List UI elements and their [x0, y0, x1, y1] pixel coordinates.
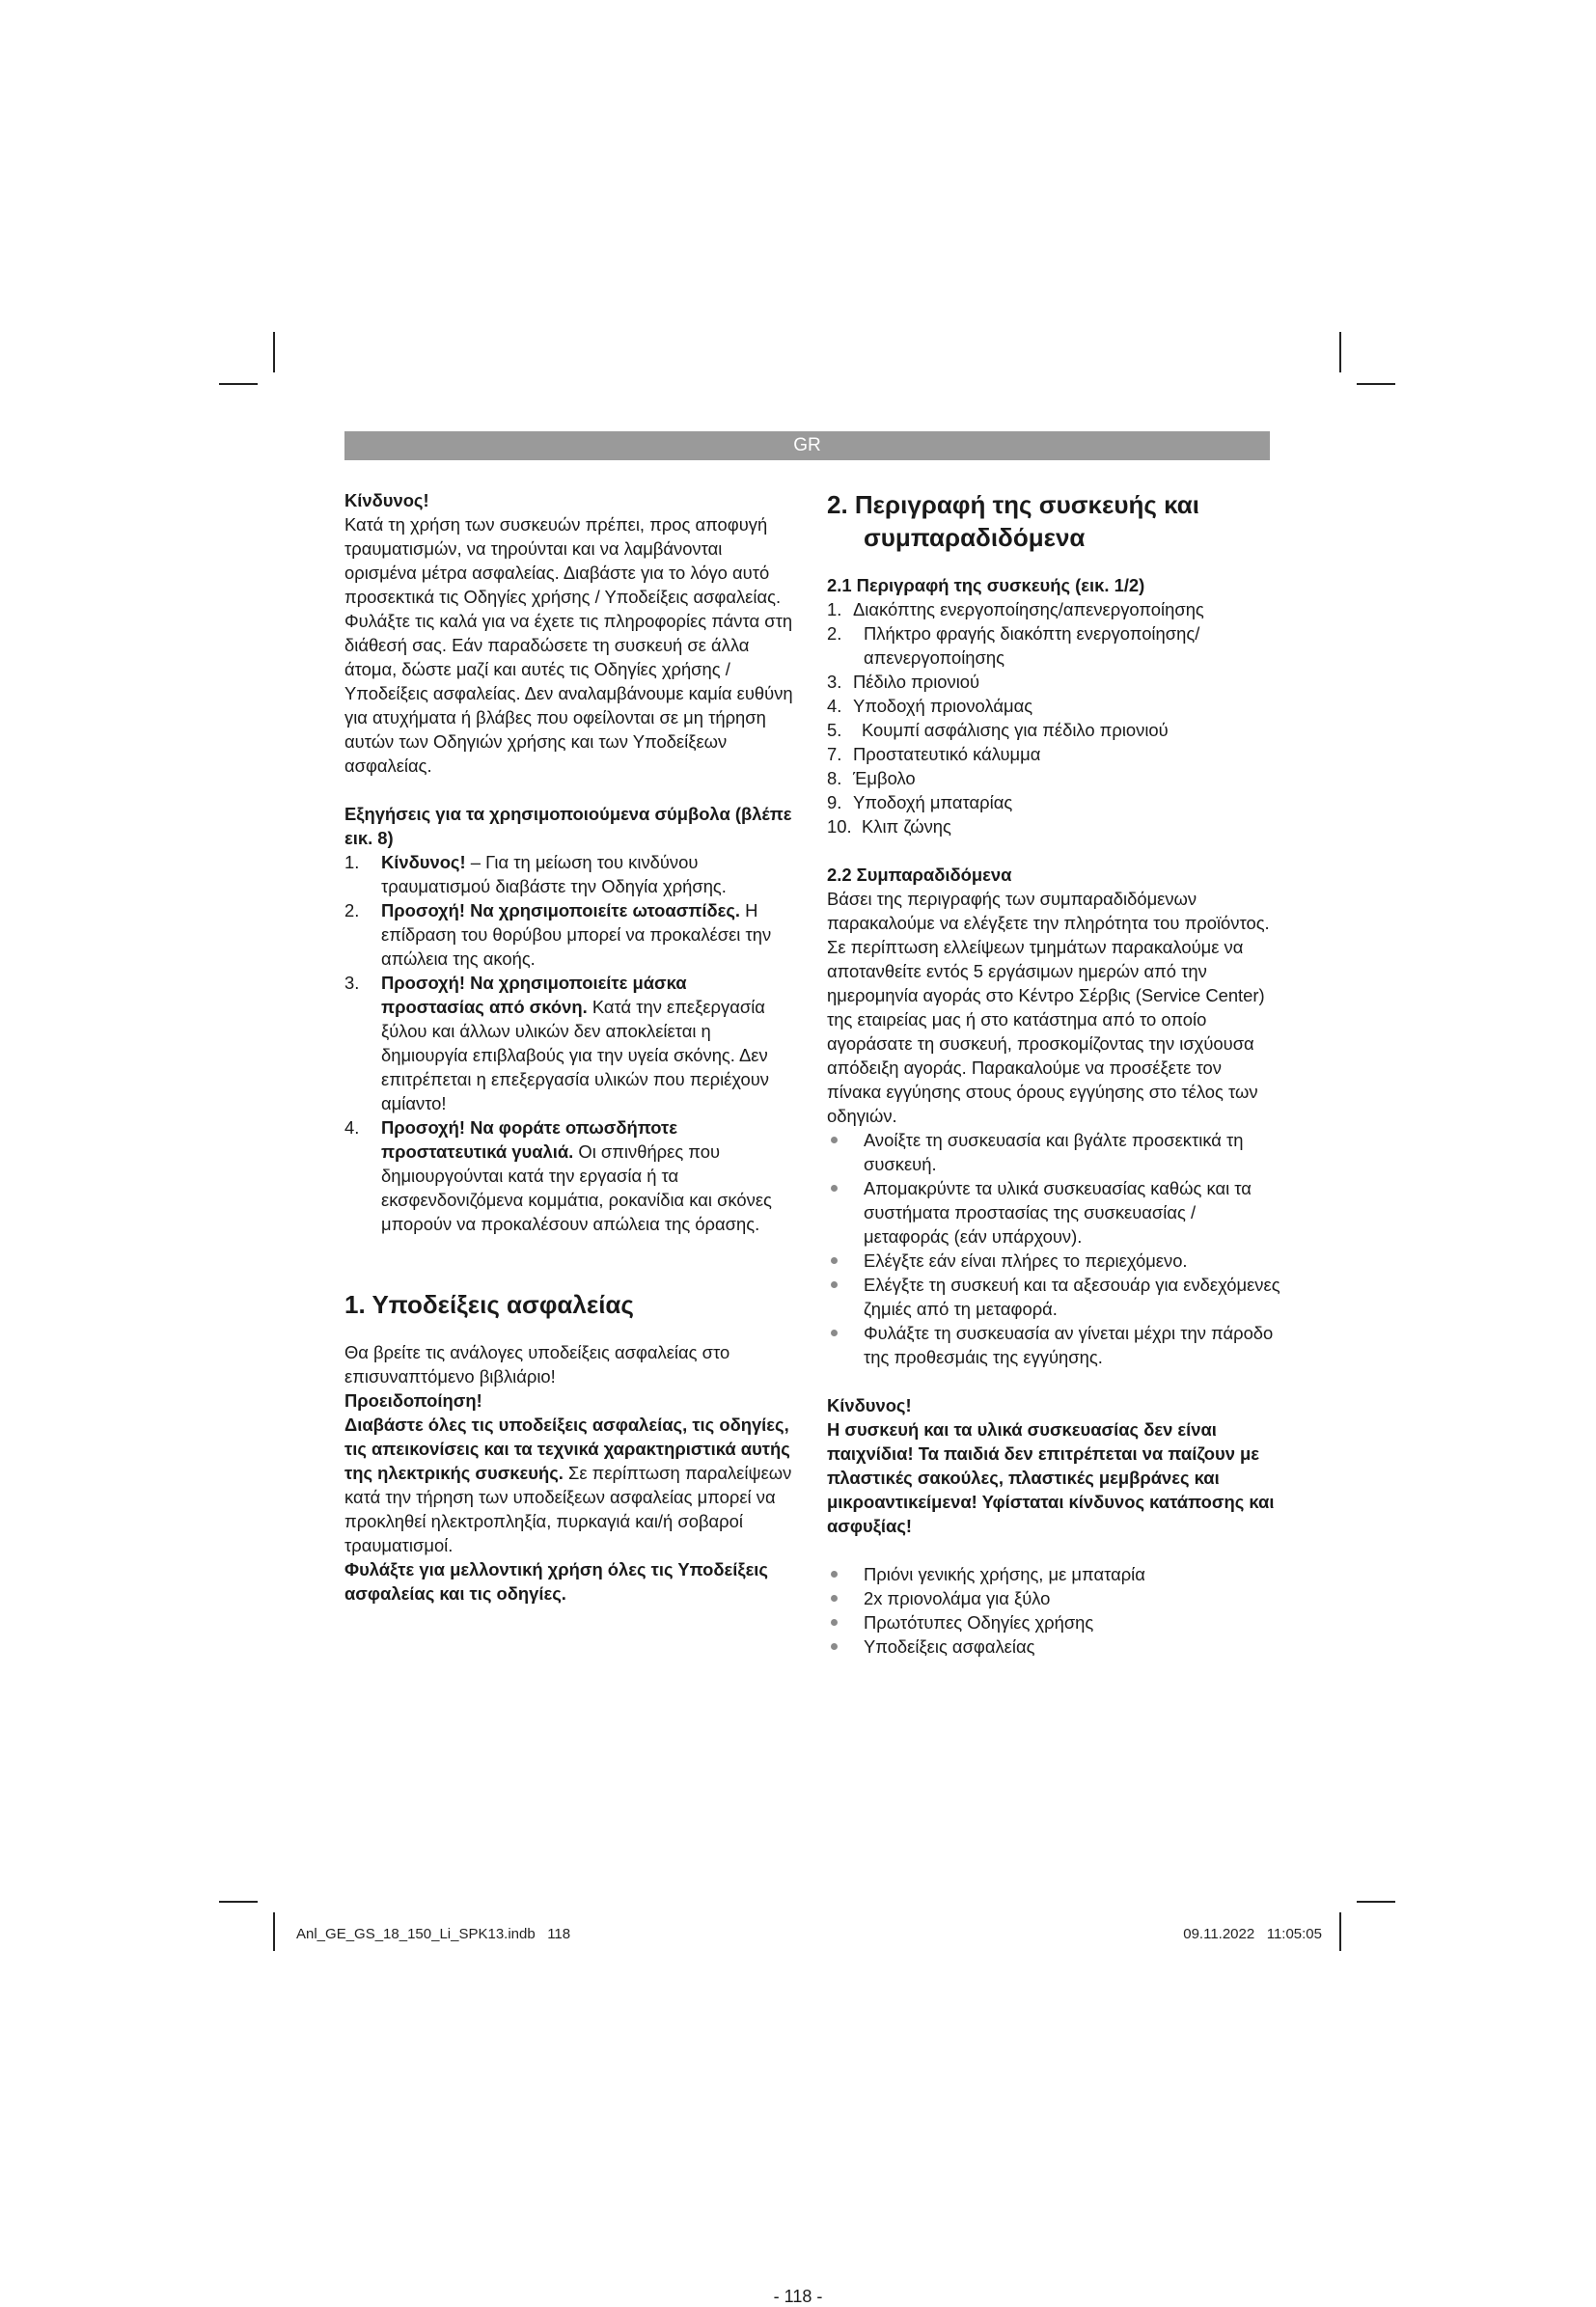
symbols-list [344, 850, 793, 1236]
list-item: Ανοίξτε τη συσκευασία και βγάλτε προσεκτικά τη συσκευή. [827, 1128, 1280, 1176]
part-item: 5. Κουμπί ασφάλισης για πέδιλο πριονιού [827, 720, 1169, 740]
part-item: 3. Πέδιλο πριονιού [827, 672, 980, 692]
danger-title-2: Κίνδυνος! [827, 1395, 912, 1415]
contents-list [827, 1562, 1280, 1659]
sub22-text: Βάσει της περιγραφής των συμπαραδιδόμενων παρακαλούμε να ελέγξετε την πληρότητα του προϊόντος. Σε περίπτωση ελλείψεων τμημάτων παρακαλούμε να αποτανθείτε εντός 5 εργάσιμων ημερών από την ημερομηνία αγοράς στο Κέντρο Σέρβις (Service Center) της εταιρείας μας ή στο κατάστημα από το οποίο αγοράσατε τη συσκευή, προσκομίζοντας την ισχύουσα απόδειξη αγοράς. Παρακαλούμε να προσέξετε τον πίνακα εγγύησης στους όρους εγγύησης στο τέλος των οδηγιών. [827, 889, 1270, 1126]
section2-heading: 2. Περιγραφή της συσκευής και συμπαραδιδόμενα [827, 490, 1199, 552]
part-item: 9. Υποδοχή μπαταρίας [827, 792, 1013, 812]
symbol-item: 3. Προσοχή! Να χρησιμοποιείτε μάσκα προστασίας από σκόνη. Κατά την επεξεργασία ξύλου και άλλων υλικών δεν αποκλείεται η δημιουργία επιβλαβούς για την υγεία σκόνης. Δεν επιτρέπεται η επεξεργασία υλικών που περιέχουν αμίαντο! [344, 973, 770, 1113]
warning-paragraph: Διαβάστε όλες τις υποδείξεις ασφαλείας, τις οδηγίες, τις απεικονίσεις και τα τεχνικά χαρακτηριστικά αυτής της ηλεκτρικής συσκευής. Σε περίπτωση παραλείψεων κατά την τήρηση των υποδείξεων ασφαλείας μπορεί να προκληθεί ηλεκτροπληξία, πυρκαγιά και/ή σοβαροί τραυματισμοί. [344, 1414, 792, 1555]
parts-list [827, 597, 1280, 838]
section1-heading: 1. Υποδείξεις ασφαλείας [344, 1290, 634, 1319]
footer-datetime: 09.11.2022 11:05:05 [1183, 1926, 1322, 1942]
crop-mark [1339, 1912, 1341, 1951]
crop-mark [219, 1901, 258, 1903]
crop-mark [219, 383, 258, 385]
language-header-bar [344, 431, 1270, 460]
symbol-item: 2. Προσοχή! Να χρησιμοποιείτε ωτοασπίδες. Η επίδραση του θορύβου μπορεί να προκαλέσει την απώλεια της ακοής. [344, 900, 772, 969]
symbol-item: 4. Προσοχή! Να φοράτε οπωσδήποτε προστατευτικά γυαλιά. Οι σπινθήρες που δημιουργούνται κατά την εργασία ή τα εκσφενδονιζόμενα κομμάτια, ροκανίδια και σκόνες μπορούν να προκαλέσουν απώλεια της όρασης. [344, 1117, 772, 1234]
part-item: 2. Πλήκτρο φραγής διακόπτη ενεργοποίησης/ απενεργοποίησης [827, 623, 1200, 668]
danger-title: Κίνδυνος! [344, 490, 429, 510]
right-column [827, 488, 1280, 1659]
crop-mark [1357, 383, 1395, 385]
keep-instructions: Φυλάξτε για μελλοντική χρήση όλες τις Υποδείξεις ασφαλείας και τις οδηγίες. [344, 1559, 768, 1604]
list-item: Ελέγξτε εάν είναι πλήρες το περιεχόμενο. [827, 1249, 1280, 1273]
sub21-heading: 2.1 Περιγραφή της συσκευής (εικ. 1/2) [827, 575, 1145, 595]
warning-title: Προειδοποίηση! [344, 1390, 482, 1411]
part-item: 10. Κλιπ ζώνης [827, 816, 951, 837]
unpacking-steps [827, 1128, 1280, 1369]
part-item: 4. Υποδοχή πριονολάμας [827, 696, 1033, 716]
list-item: 2x πριονολάμα για ξύλο [827, 1586, 1280, 1610]
list-item: Υποδείξεις ασφαλείας [827, 1634, 1280, 1659]
left-column [344, 488, 793, 1606]
crop-mark [1357, 1901, 1395, 1903]
list-item: Φυλάξτε τη συσκευασία αν γίνεται μέχρι την πάροδο της προθεσμάις της εγγύησης. [827, 1321, 1280, 1369]
danger-children-text: Η συσκευή και τα υλικά συσκευασίας δεν είναι παιχνίδια! Τα παιδιά δεν επιτρέπεται να παίζουν με πλαστικές σακούλες, πλαστικές μεμβράνες και μικροαντικείμενα! Υφίσταται κίνδυνος κατάποσης και ασφυξίας! [827, 1419, 1275, 1536]
section1-intro: Θα βρείτε τις ανάλογες υποδείξεις ασφαλείας στο επισυναπτόμενο βιβλιάριο! [344, 1342, 730, 1387]
part-item: 7. Προστατευτικό κάλυμμα [827, 744, 1041, 764]
language-code: GR [793, 435, 821, 455]
symbols-title: Εξηγήσεις για τα χρησιμοποιούμενα σύμβολα (βλέπε εικ. 8) [344, 804, 792, 848]
part-item: 8. Έμβολο [827, 768, 916, 788]
danger-text: Κατά τη χρήση των συσκευών πρέπει, προς αποφυγή τραυματισμών, να τηρούνται και να λαμβάνονται ορισμένα μέτρα ασφαλείας. Διαβάστε για το λόγο αυτό προσεκτικά τις Οδηγίες χρήσης / Υποδείξεις ασφαλείας. Φυλάξτε τις καλά για να έχετε τις πληροφορίες πάντα στη διάθεσή σας. Εάν παραδώσετε τη συσκευή σε άλλα άτομα, δώστε μαζί και αυτές τις Οδηγίες χρήσης / Υποδείξεις ασφαλείας. Δεν αναλαμβάνουμε καμία ευθύνη για ατυχήματα ή βλάβες που οφείλονται σε μη τήρηση αυτών των Οδηγιών χρήσης και των Υποδείξεων ασφαλείας. [344, 514, 793, 776]
list-item: Ελέγξτε τη συσκευή και τα αξεσουάρ για ενδεχόμενες ζημιές από τη μεταφορά. [827, 1273, 1280, 1321]
crop-mark [1339, 332, 1341, 372]
crop-mark [273, 1912, 275, 1951]
crop-mark [273, 332, 275, 372]
footer-file: Anl_GE_GS_18_150_Li_SPK13.indb 118 [296, 1926, 571, 1942]
list-item: Πρωτότυπες Οδηγίες χρήσης [827, 1610, 1280, 1634]
page-number: - 118 - [773, 2287, 823, 2306]
symbol-item: 1. Κίνδυνος! – Για τη μείωση του κινδύνου τραυματισμού διαβάστε την Οδηγία χρήσης. [344, 852, 727, 896]
list-item: Πριόνι γενικής χρήσης, με μπαταρία [827, 1562, 1280, 1586]
part-item: 1. Διακόπτης ενεργοποίησης/απενεργοποίησης [827, 599, 1204, 619]
sub22-heading: 2.2 Συμπαραδιδόμενα [827, 865, 1012, 885]
list-item: Απομακρύντε τα υλικά συσκευασίας καθώς και τα συστήματα προστασίας της συσκευασίας / μεταφοράς (εάν υπάρχουν). [827, 1176, 1280, 1249]
